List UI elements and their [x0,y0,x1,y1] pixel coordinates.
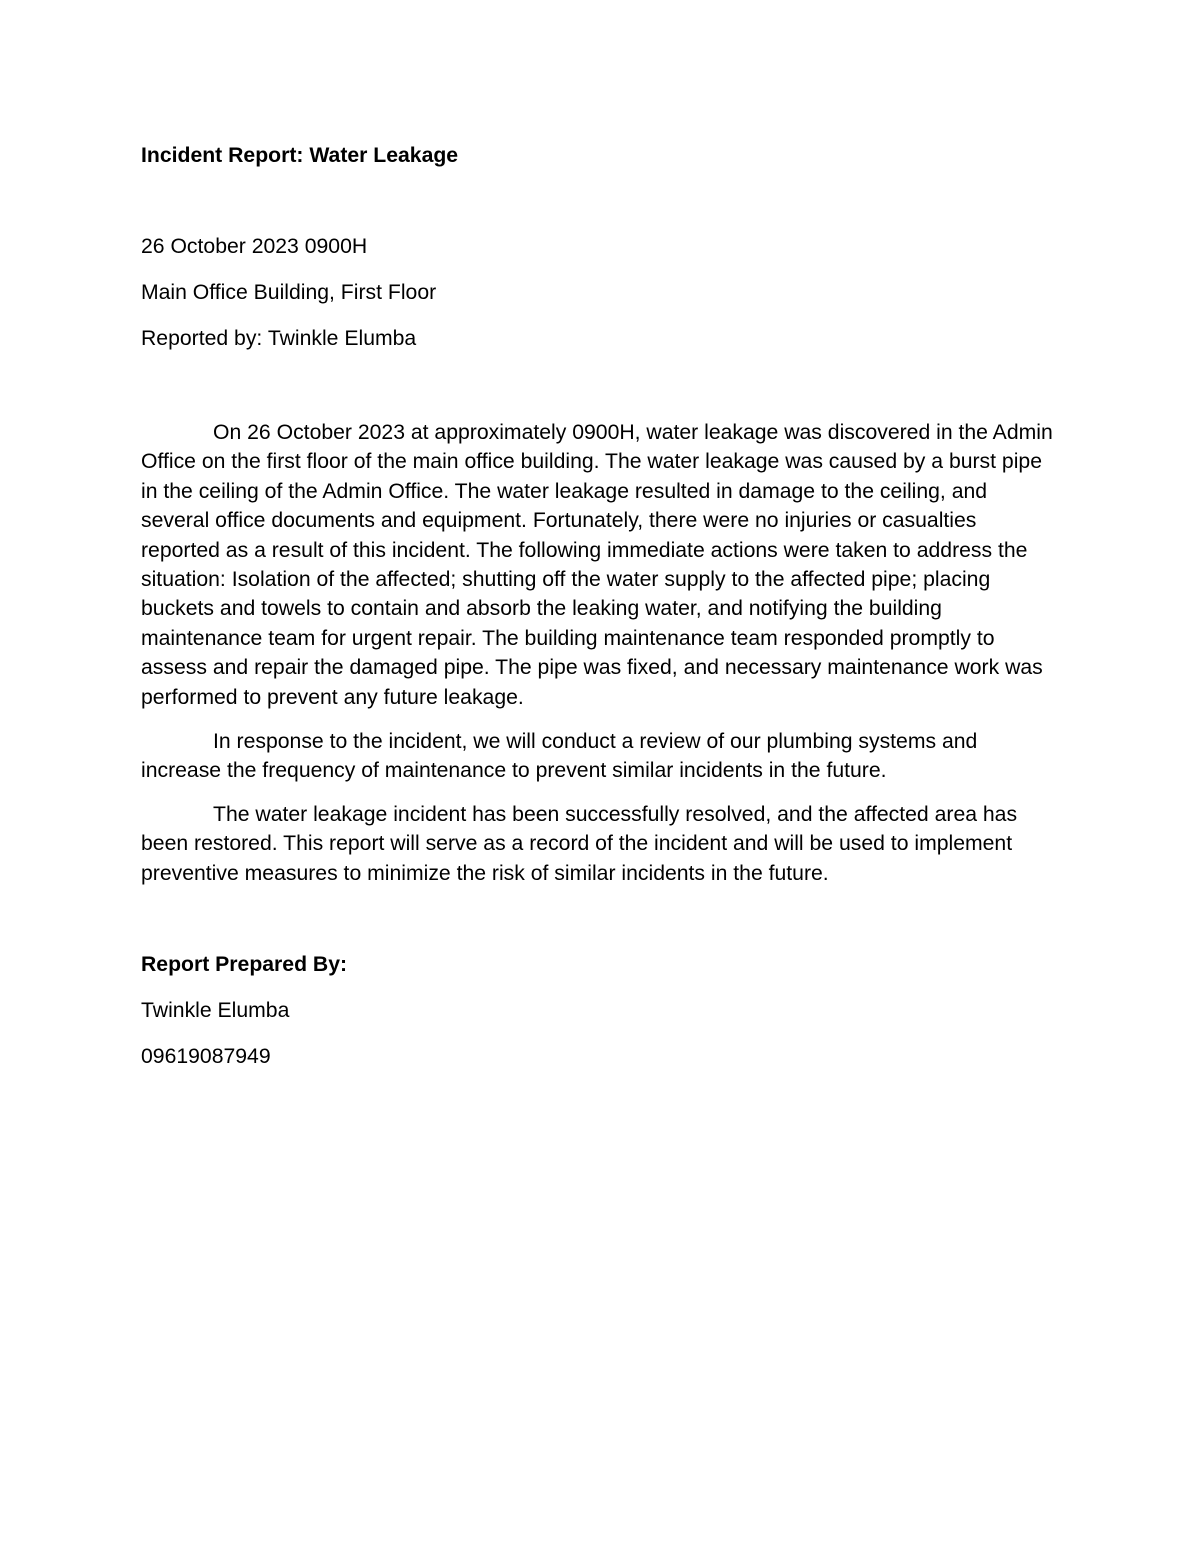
resolution-paragraph: The water leakage incident has been successfully resolved, and the affected area has been restored. This report will serve as a record of the incident and will be used to implement preventive measures to minimize the risk of similar incidents in the future. [141,803,1018,885]
incident-location: Main Office Building, First Floor [141,281,437,304]
report-content [141,143,1059,1088]
response-paragraph: In response to the incident, we will conduct a review of our plumbing systems and increase the frequency of maintenance to prevent similar incidents in the future. [141,729,978,783]
spacer [141,169,1059,232]
preparer-phone: 09619087949 [141,1044,271,1068]
signature-heading: Report Prepared By: [141,952,348,976]
incident-description-paragraph: On 26 October 2023 at approximately 0900H, water leakage was discovered in the Admin Office on the first floor of the main office building. The water leakage was caused by a burst pipe in the ceiling of the Admin Office. The water leakage resulted in damage to the ceiling, and several office documents and equipment. Fortunately, there were no injuries or casualties reported as a result of this incident. The following immediate actions were taken to address the situation: Isolation of the affected; shutting off the water supply to the affected pipe; placing buckets and towels to contain and absorb the leaking water, and notifying the building maintenance team for urgent repair. The building maintenance team responded promptly to assess and repair the damaged pipe. The pipe was fixed, and necessary maintenance work was performed to prevent any future leakage. [141,421,1053,709]
incident-date-time: 26 October 2023 0900H [141,235,368,258]
spacer [141,903,1059,950]
report-title: Incident Report: Water Leakage [141,144,459,167]
preparer-name: Twinkle Elumba [141,998,290,1022]
spacer [141,370,1059,418]
reported-by: Reported by: Twinkle Elumba [141,327,417,350]
